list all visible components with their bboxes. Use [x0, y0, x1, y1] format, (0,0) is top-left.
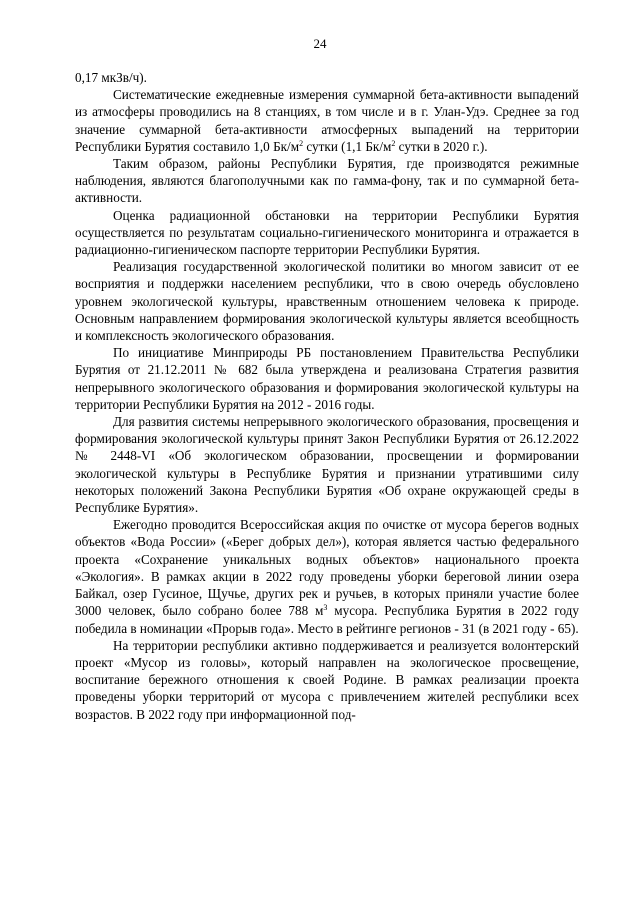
superscript: 3 [323, 603, 328, 613]
paragraph-text: сутки в 2020 г.). [395, 138, 488, 154]
paragraph [75, 207, 579, 259]
document-body [75, 69, 579, 723]
paragraph [75, 86, 579, 155]
paragraph [75, 155, 579, 207]
superscript: 2 [391, 138, 396, 148]
paragraph [75, 637, 579, 723]
paragraph-text: Систематические ежедневные измерения суммарной бета-активности выпадений из атмосферы проводились на 8 станциях, в том числе и в г. Улан-Удэ. Среднее за год значение суммарной бета-активности атмосферных выпадений на территории Республики Бурятия составило 1,0 Бк/м [75, 87, 579, 154]
paragraph-text: мусора. Республика Бурятия в 2022 году победила в номинации «Прорыв года». Место в рейтинге регионов - 31 (в 2021 году - 65). [75, 603, 579, 636]
page-number: 24 [313, 36, 327, 51]
paragraph [75, 413, 579, 516]
paragraph-text: По инициативе Минприроды РБ постановлением Правительства Республики Бурятия от 21.12.2011 № 682 была утверждена и реализована Стратегия развития непрерывного экологического образования и формирования экологической культуры на территории Республики Бурятия на 2012 - 2016 годы. [75, 345, 579, 412]
paragraph-text: 0,17 мкЗв/ч). [75, 70, 147, 85]
paragraph-text: сутки (1,1 Бк/м [303, 138, 392, 154]
paragraph [75, 344, 579, 413]
paragraph-text: Оценка радиационной обстановки на территории Республики Бурятия осуществляется по результатам социально-гигиенического мониторинга и отражается в радиационно-гигиеническом паспорте территории Республики Бурятия. [75, 207, 579, 258]
paragraph [75, 69, 579, 86]
paragraph-text: Ежегодно проводится Всероссийская акция по очистке от мусора берегов водных объектов «Вода России» («Берег добрых дел»), которая является частью федерального проекта «Сохранение уникальных водных объектов» национального проекта «Экология». В рамках акции в 2022 году проведены уборки береговой линии озера Байкал, озер Гусиное, Щучье, других рек и ручьев, в которых приняли участие более 3000 человек, было собрано более 788 м [75, 517, 579, 619]
paragraph-text: Для развития системы непрерывного экологического образования, просвещения и формирования экологической культуры принят Закон Республики Бурятия от 26.12.2022 № 2448-VI «Об экологическом образовании, просвещении и формировании экологической культуры в Республике Бурятия и признании утратившими силу некоторых положений Закона Республики Бурятия «Об охране окружающей среды в Республике Бурятия». [75, 414, 579, 516]
paragraph-text: Таким образом, районы Республики Бурятия, где производятся режимные наблюдения, являются благополучными как по гамма-фону, так и по суммарной бета-активности. [75, 156, 579, 206]
superscript: 2 [299, 138, 304, 148]
paragraph-text: Реализация государственной экологической политики во многом зависит от ее восприятия и поддержки населением республики, что в свою очередь обусловлено уровнем экологической культуры, нравственным отношением человека к природе. Основным направлением формирования экологической культуры является всеобщность и комплексность экологического образования. [75, 259, 579, 344]
paragraph-text: На территории республики активно поддерживается и реализуется волонтерский проект «Мусор из головы», который направлен на экологическое просвещение, воспитание бережного отношения к своей Родине. В рамках реализации проекта проведены уборки территорий от мусора с привлечением жителей республики всех возрастов. В 2022 году при информационной под- [75, 637, 579, 722]
paragraph [75, 258, 579, 344]
paragraph [75, 516, 579, 636]
